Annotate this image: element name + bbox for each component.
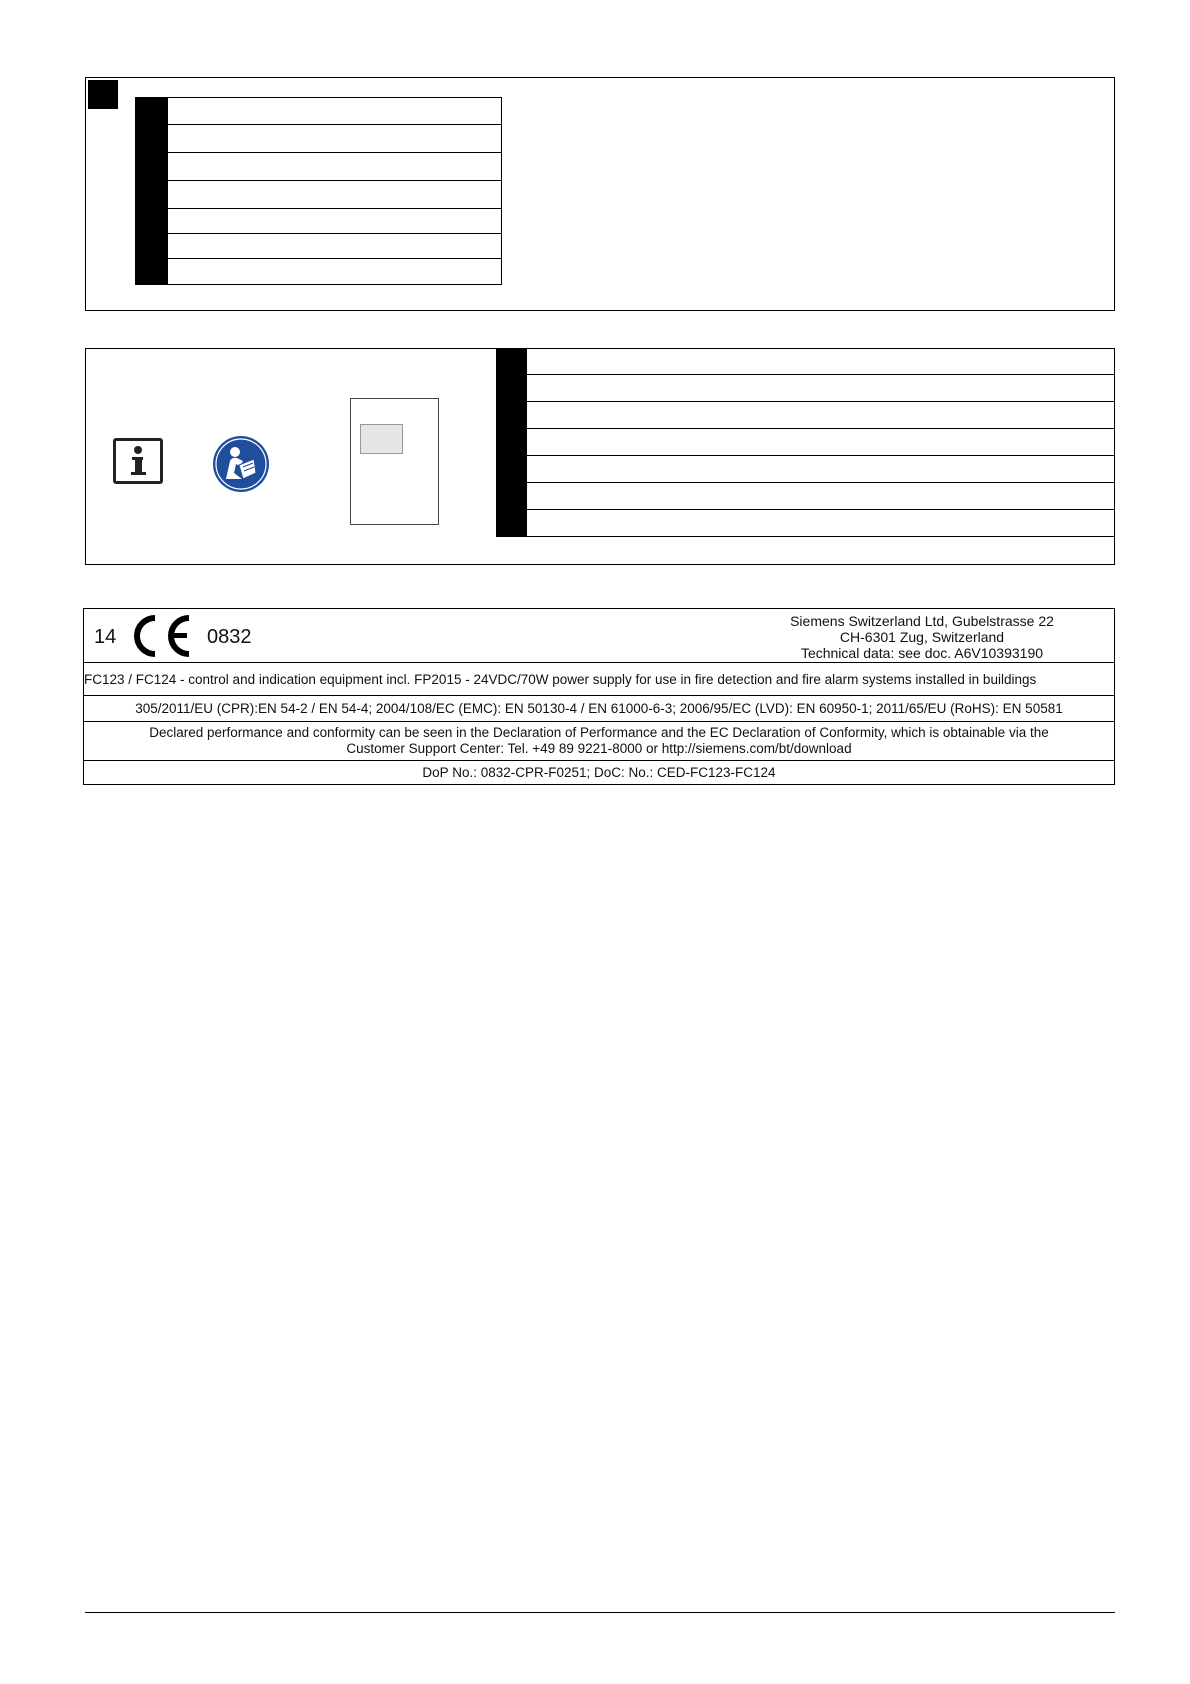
table-row <box>496 483 1115 510</box>
declaration-text <box>84 722 1114 761</box>
ce-mark-icon <box>127 613 197 659</box>
label-placeholder <box>350 398 439 525</box>
declaration-line: Customer Support Center: Tel. +49 89 9221-8000 or http://siemens.com/bt/download <box>346 741 852 756</box>
section-badge <box>88 80 118 109</box>
row-marker <box>496 482 527 510</box>
info-icon <box>113 438 163 484</box>
table-row <box>496 510 1115 537</box>
row-marker <box>496 455 527 483</box>
table-row <box>496 402 1115 429</box>
table-row <box>135 97 502 125</box>
row-marker <box>496 401 527 429</box>
notified-body-number: 0832 <box>207 626 252 648</box>
row-marker <box>135 180 168 209</box>
table-row <box>135 209 502 234</box>
read-manual-icon <box>212 435 270 493</box>
row-marker <box>496 509 527 537</box>
table-row <box>135 153 502 181</box>
address-line: Siemens Switzerland Ltd, Gubelstrasse 22 <box>790 613 1054 629</box>
address-line: CH-6301 Zug, Switzerland <box>839 629 1005 645</box>
row-marker <box>496 428 527 456</box>
table-row <box>135 181 502 209</box>
table-row <box>496 429 1115 456</box>
manufacturer-address <box>752 613 1092 661</box>
spec-table-1 <box>85 77 1115 311</box>
label-placeholder-window <box>360 424 403 454</box>
address-line: Technical data: see doc. A6V10393190 <box>800 645 1044 661</box>
dop-line: DoP No.: 0832-CPR-F0251; DoC: No.: CED-FC123-FC124 <box>422 765 776 780</box>
row-marker <box>496 374 527 402</box>
row-marker <box>135 124 168 153</box>
spec-rows-1 <box>135 97 502 285</box>
row-marker <box>135 208 168 234</box>
table-row <box>496 375 1115 402</box>
product-description: FC123 / FC124 - control and indication equipment incl. FP2015 - 24VDC/70W power supply for use in fire detection and fire alarm systems installed in buildings <box>84 663 1114 696</box>
spec-table-2 <box>85 348 1115 565</box>
table-row <box>135 234 502 259</box>
table-row <box>135 259 502 285</box>
table-row <box>496 456 1115 483</box>
row-marker <box>135 258 168 285</box>
row-marker <box>135 233 168 259</box>
table-row <box>496 348 1115 375</box>
row-marker <box>496 348 527 375</box>
row-marker <box>135 97 168 125</box>
table-row <box>135 125 502 153</box>
row-marker <box>135 152 168 181</box>
declaration-line: Declared performance and conformity can be seen in the Declaration of Performance and the EC Declaration of Conformity, which is obtainable via the <box>149 725 1049 740</box>
footer-divider <box>85 1612 1115 1613</box>
directives-line: 305/2011/EU (CPR):EN 54-2 / EN 54-4; 2004/108/EC (EMC): EN 50130-4 / EN 61000-6-3; 2006/95/EC (LVD): EN 60950-1; 2011/65/EU (RoHS): EN 50581 <box>84 696 1114 722</box>
spec-rows-2 <box>496 348 1115 537</box>
ce-year: 14 <box>94 626 117 648</box>
ce-header <box>84 609 1114 663</box>
ce-label-plate <box>83 608 1115 785</box>
